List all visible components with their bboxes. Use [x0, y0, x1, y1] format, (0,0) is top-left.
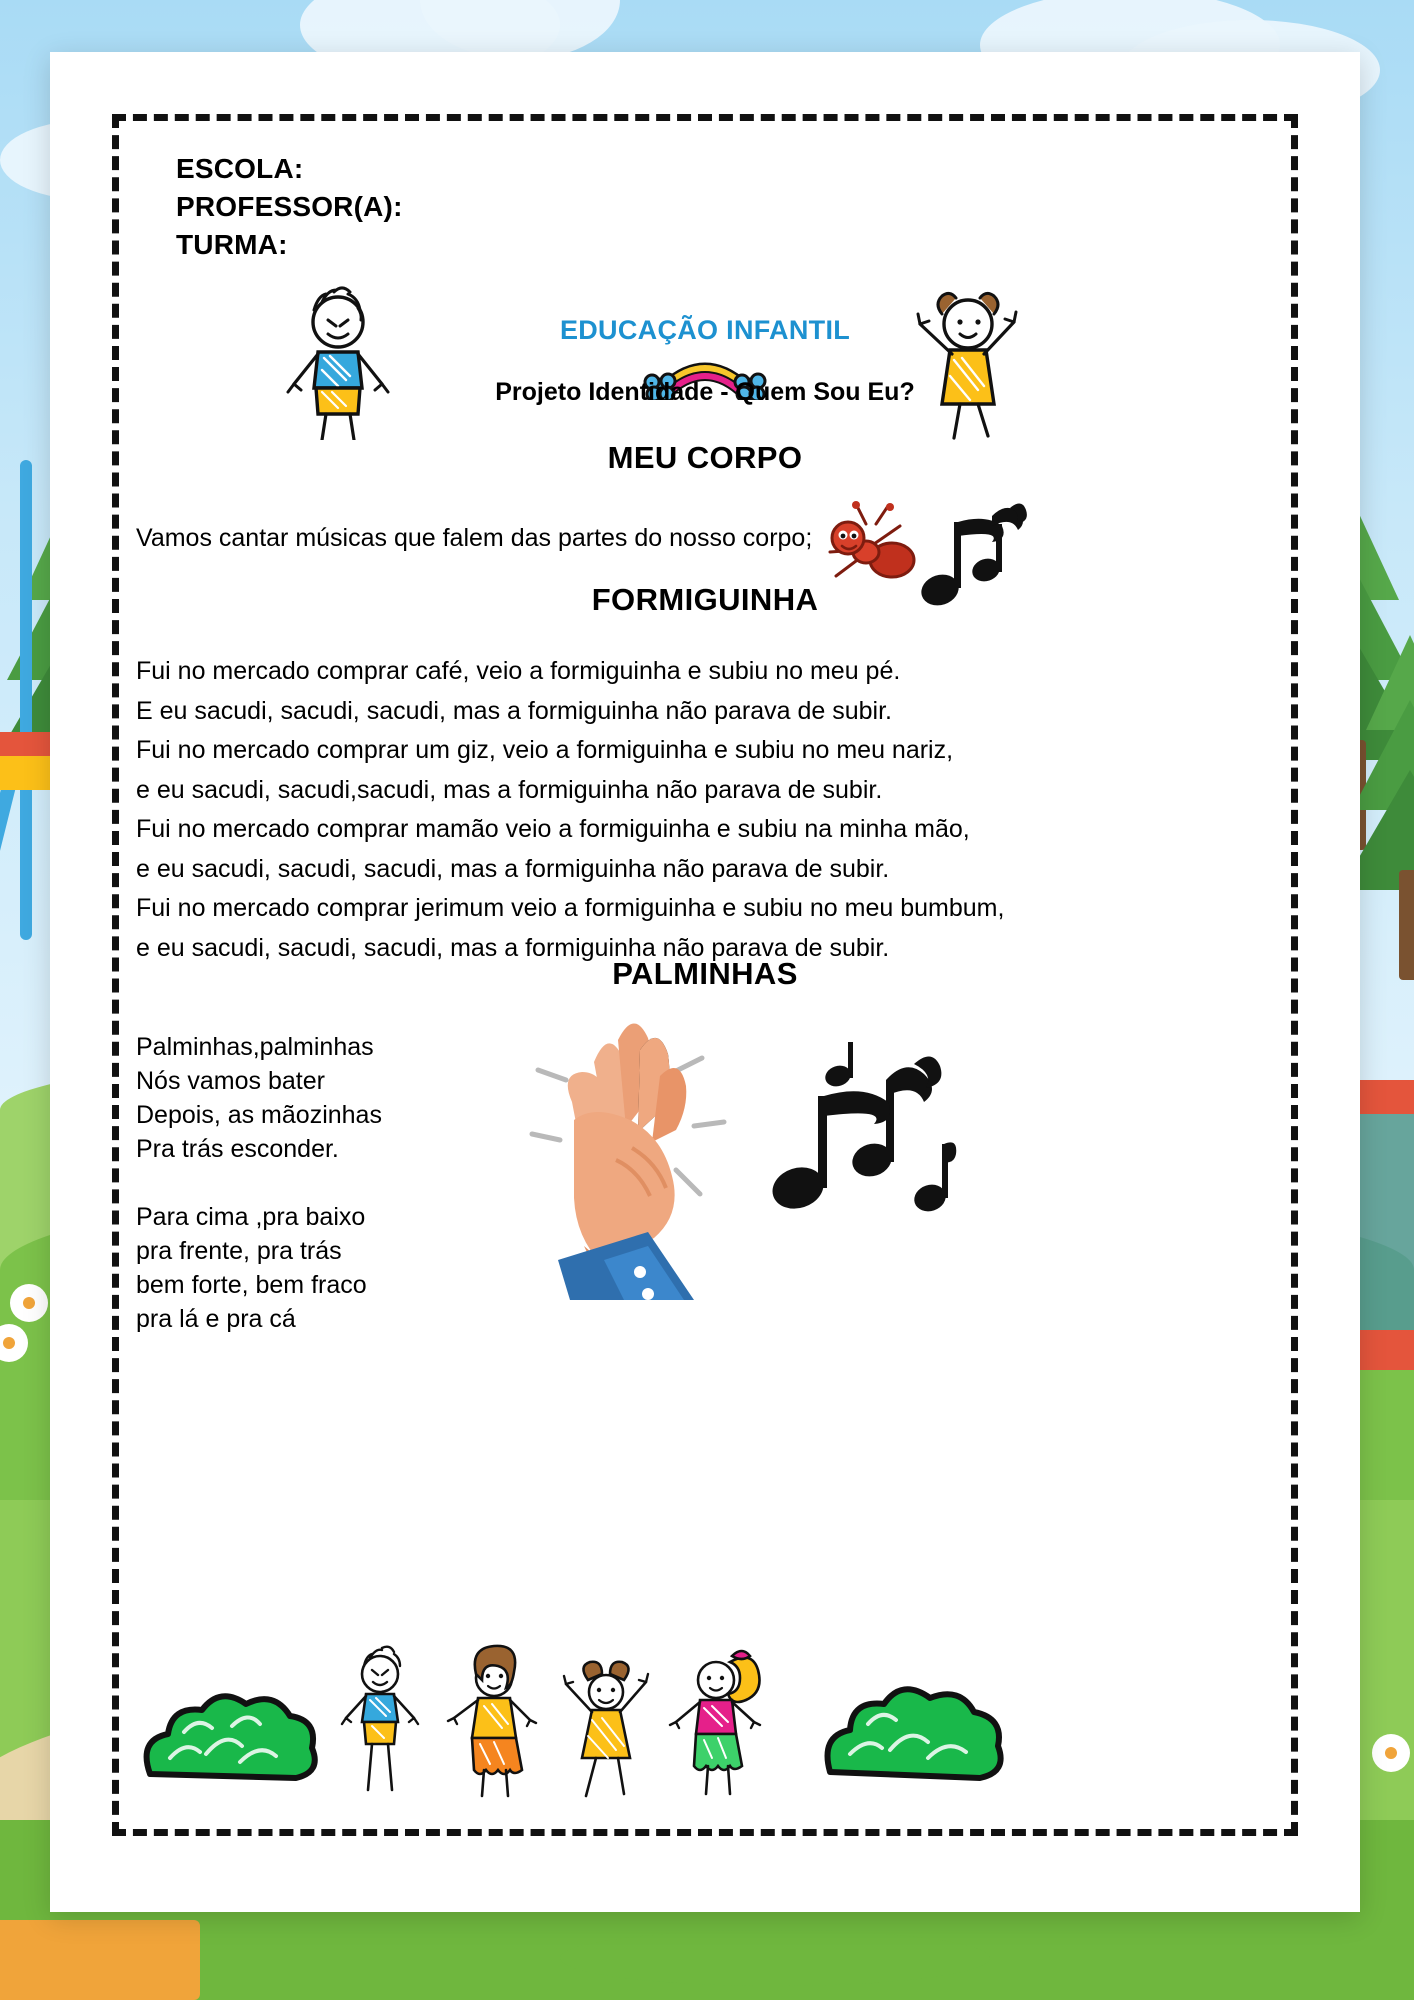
lyric-spacer [136, 1166, 382, 1200]
flower-icon [1378, 1740, 1404, 1766]
song1-title: FORMIGUINHA [591, 582, 819, 617]
lyric-line: Fui no mercado comprar um giz, veio a formiguinha e subiu no meu nariz, [136, 736, 954, 764]
child-boy-icon [342, 1647, 418, 1790]
worksheet-content [128, 130, 1282, 1820]
child-boy-icon [278, 280, 398, 440]
project-subtitle: Projeto Identidade - Quem Sou Eu? [495, 378, 915, 406]
song1-lyrics [136, 652, 1004, 968]
child-girl-icon [448, 1646, 536, 1796]
child-girl-icon [564, 1662, 648, 1796]
lyric-line: Para cima ,pra baixo [136, 1203, 366, 1231]
flower-icon [16, 1290, 42, 1316]
song2-lyrics [136, 1030, 382, 1336]
lyric-line: Fui no mercado comprar mamão veio a formiguinha e subiu na minha mão, [136, 815, 970, 843]
bush-icon [818, 1660, 1018, 1790]
lyric-line: bem forte, bem fraco [136, 1271, 367, 1299]
lyric-line: pra lá e pra cá [136, 1305, 296, 1333]
field-turma: TURMA: [176, 229, 288, 260]
sandbox-block [0, 1920, 200, 2000]
lyric-line: e eu sacudi, sacudi, sacudi, mas a formiguinha não parava de subir. [136, 933, 890, 962]
lyric-line: Palminhas,palminhas [136, 1033, 374, 1061]
lyric-line: Depois, as mãozinhas [136, 1101, 382, 1129]
lyric-line: Fui no mercado comprar café, veio a formiguinha e subiu no meu pé. [136, 657, 901, 685]
music-notes-icon [768, 1040, 958, 1230]
intro-text: Vamos cantar músicas que falem das partes do nosso corpo; [136, 524, 813, 552]
education-level-title: EDUCAÇÃO INFANTIL [559, 315, 851, 345]
lyric-line: E eu sacudi, sacudi, sacudi, mas a formiguinha não parava de subir. [136, 696, 892, 725]
field-escola: ESCOLA: [176, 153, 304, 184]
lyric-line: Pra trás esconder. [136, 1135, 339, 1163]
child-girl-icon [670, 1651, 760, 1794]
lyric-line: pra frente, pra trás [136, 1237, 342, 1265]
header-fields [176, 150, 403, 264]
child-girl-icon [908, 280, 1028, 440]
lyric-line: e eu sacudi, sacudi, sacudi, mas a formiguinha não parava de subir. [136, 854, 890, 883]
main-title: MEU CORPO [607, 440, 803, 475]
worksheet-page [50, 52, 1360, 1912]
clapping-hands-icon [498, 1010, 748, 1300]
song2-title: PALMINHAS [612, 956, 798, 991]
children-row [338, 1640, 818, 1800]
lyric-line: Nós vamos bater [136, 1067, 325, 1095]
lyric-line: e eu sacudi, sacudi,sacudi, mas a formiguinha não parava de subir. [136, 775, 883, 804]
field-professor: PROFESSOR(A): [176, 191, 403, 222]
bush-icon [136, 1670, 331, 1790]
pond-shape [560, 1930, 990, 1986]
lyric-line: Fui no mercado comprar jerimum veio a formiguinha e subiu no meu bumbum, [136, 894, 1005, 922]
